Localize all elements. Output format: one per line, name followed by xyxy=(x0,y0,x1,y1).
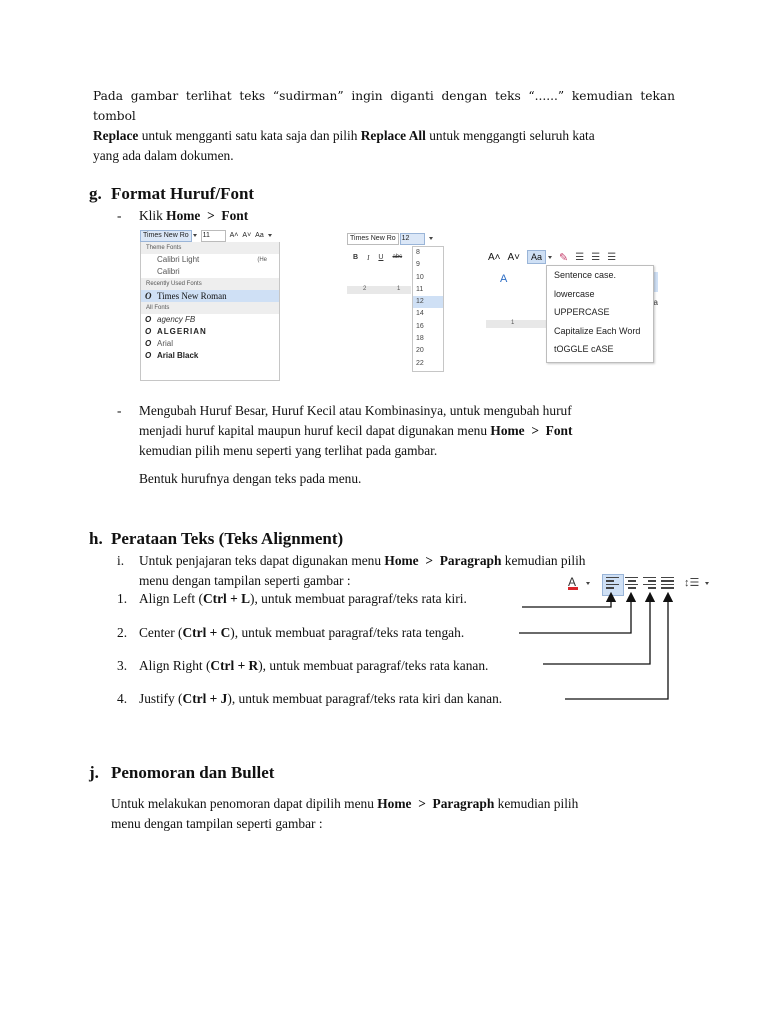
shortcut-key: Ctrl + L xyxy=(202,591,251,606)
side-letter: a xyxy=(653,298,658,307)
ruler-number: 2 xyxy=(363,286,367,292)
section-j-letter: j. xyxy=(89,763,99,782)
font-option-hint: (He xyxy=(257,257,267,263)
ruler-number: 1 xyxy=(397,286,401,292)
font-option-label: Calibri xyxy=(157,267,180,276)
arrow-justify xyxy=(565,597,668,699)
size-option[interactable]: 10 xyxy=(416,273,424,281)
item-pre: Align Left ( xyxy=(139,591,203,606)
font-size-box[interactable]: 11 xyxy=(201,230,226,242)
shrink-font-icon[interactable]: A˅ xyxy=(507,251,521,263)
clear-formatting-icon[interactable]: ✎ xyxy=(559,251,569,264)
bullets-icon[interactable]: ☰ xyxy=(575,251,585,263)
intro-line-3: yang ada dalam dokumen. xyxy=(93,148,234,163)
shortcut-key: Ctrl + R xyxy=(210,658,259,673)
item-post: ), untuk membuat paragraf/teks rata tengah. xyxy=(230,625,465,640)
bold-button[interactable]: B xyxy=(353,254,359,261)
item-post: ), untuk membuat paragraf/teks rata kiri dan kanan. xyxy=(227,691,503,706)
intro-h-line-b: menu dengan tampilan seperti gambar : xyxy=(139,573,351,588)
shortcut-key: Ctrl + C xyxy=(182,625,231,640)
size-option[interactable]: 22 xyxy=(416,359,424,367)
recent-fonts-header: Recently Used Fonts xyxy=(141,278,279,290)
size-option[interactable]: 20 xyxy=(416,347,424,355)
intro-h-text-end: kemudian pilih xyxy=(501,553,586,568)
item-number: 1. xyxy=(117,591,128,606)
size-option-selected[interactable]: 12 xyxy=(413,296,443,308)
sep-term: > xyxy=(207,208,215,223)
font-term: Font xyxy=(545,423,573,438)
italic-button[interactable]: I xyxy=(367,254,370,262)
sep-term: > xyxy=(418,796,426,811)
intro-h-text: Untuk penjajaran teks dapat digunakan menu xyxy=(139,553,385,568)
text-effects-icon[interactable]: A xyxy=(500,273,508,285)
font-size-box[interactable]: 12 xyxy=(400,233,425,245)
section-g-title: Format Huruf/Font xyxy=(111,184,255,203)
font-color-letter: A xyxy=(568,575,577,589)
arrow-align-left xyxy=(522,597,611,607)
font-name-box[interactable]: Times New Ro xyxy=(347,233,399,245)
opentype-icon: O xyxy=(145,327,153,336)
theme-fonts-header: Theme Fonts xyxy=(141,242,279,254)
sep-term: > xyxy=(531,423,539,438)
size-option[interactable]: 18 xyxy=(416,335,424,343)
home-term: Home xyxy=(166,208,201,223)
grow-font-icon[interactable]: A˄ xyxy=(488,251,501,263)
sep-term: > xyxy=(425,553,433,568)
ruler-number: 1 xyxy=(511,320,515,326)
intro-line-2-mid: untuk mengganti satu kata saja dan pilih xyxy=(138,128,361,143)
line-spacing-icon[interactable]: ↕☰ xyxy=(684,577,700,589)
j-text: Untuk melakukan penomoran dapat dipilih menu xyxy=(111,796,378,811)
size-option[interactable]: 14 xyxy=(416,310,424,318)
item-pre: Align Right ( xyxy=(139,658,211,673)
bullet-dash: - xyxy=(117,403,122,418)
shrink-font-icon[interactable]: A˅ xyxy=(242,232,252,239)
font-name-box[interactable]: Times New Ro xyxy=(140,230,192,242)
bullet-dash: - xyxy=(117,208,122,223)
font-option-label: Arial Black xyxy=(157,351,199,360)
home-term: Home xyxy=(490,423,525,438)
j-line-b: menu dengan tampilan seperti gambar : xyxy=(111,816,323,831)
font-option-label: Arial xyxy=(157,339,174,348)
replace-term: Replace xyxy=(93,128,139,143)
font-option-label: agency FB xyxy=(157,315,196,324)
case-option-toggle[interactable]: tOGGLE cASE xyxy=(554,344,614,355)
desc-line-c: kemudian pilih menu seperti yang terlihat pada gambar. xyxy=(139,443,438,458)
intro-number: i. xyxy=(117,553,125,568)
j-text-end: kemudian pilih xyxy=(494,796,579,811)
section-j-paragraph xyxy=(111,794,675,834)
case-option-capitalize[interactable]: Capitalize Each Word xyxy=(554,325,641,336)
item-number: 4. xyxy=(117,691,128,706)
font-option-label: Calibri Light xyxy=(157,255,200,264)
section-h-letter: h. xyxy=(89,529,103,548)
item-post: ), untuk membuat paragraf/teks rata kanan. xyxy=(258,658,489,673)
home-term: Home xyxy=(377,796,412,811)
opentype-icon: O xyxy=(145,351,152,360)
all-fonts-header: All Fonts xyxy=(141,302,279,314)
desc-line-a: Mengubah Huruf Besar, Huruf Kecil atau Kombinasinya, untuk mengubah huruf xyxy=(139,403,572,418)
strikethrough-button[interactable]: abc xyxy=(392,254,403,260)
replace-all-term: Replace All xyxy=(360,128,426,143)
numbering-icon[interactable]: ☰ xyxy=(591,251,601,263)
shortcut-key: Ctrl + J xyxy=(182,691,228,706)
item-post: ), untuk membuat paragraf/teks rata kiri. xyxy=(250,591,467,606)
font-term: Font xyxy=(221,208,249,223)
size-option[interactable]: 9 xyxy=(416,261,420,269)
item-number: 3. xyxy=(117,658,128,673)
section-g-letter: g. xyxy=(89,184,102,203)
opentype-icon: O xyxy=(145,339,152,348)
section-h-title: Perataan Teks (Teks Alignment) xyxy=(111,529,344,548)
opentype-icon: O xyxy=(145,291,152,301)
size-option[interactable]: 11 xyxy=(416,285,424,293)
opentype-icon: O xyxy=(145,315,152,324)
paragraph-term: Paragraph xyxy=(432,796,495,811)
case-option-lowercase[interactable]: lowercase xyxy=(554,288,595,299)
size-option[interactable]: 16 xyxy=(416,322,424,330)
section-j-heading xyxy=(89,763,275,783)
underline-button[interactable]: U xyxy=(378,254,384,261)
arrow-align-center xyxy=(519,597,631,633)
desc-line-d: Bentuk hurufnya dengan teks pada menu. xyxy=(139,471,362,486)
font-option-label: Times New Roman xyxy=(157,291,227,301)
item-number: 2. xyxy=(117,625,128,640)
case-option-uppercase[interactable]: UPPERCASE xyxy=(554,307,610,318)
klik-text: Klik xyxy=(139,208,167,223)
grow-font-icon[interactable]: A˄ xyxy=(229,232,239,239)
change-case-button[interactable]: Aa xyxy=(255,232,264,239)
size-option[interactable]: 8 xyxy=(416,249,420,256)
intro-line-1: Pada gambar terlihat teks “sudirman” ingin diganti dengan teks “......” kemudian tekan tombol xyxy=(93,89,675,123)
desc-b-text: menjadi huruf kapital maupun huruf kecil dapat digunakan menu xyxy=(139,423,491,438)
section-j-title: Penomoran dan Bullet xyxy=(111,763,275,782)
item-pre: Center ( xyxy=(139,625,183,640)
j-line-a xyxy=(111,794,675,814)
case-option-sentence[interactable]: Sentence case. xyxy=(554,270,617,280)
multilevel-list-icon[interactable]: ☰ xyxy=(607,251,617,263)
intro-line-2-end: untuk menggangti seluruh kata xyxy=(425,128,595,143)
font-option-label: ALGERIAN xyxy=(157,327,207,336)
paragraph-term: Paragraph xyxy=(439,553,502,568)
change-case-button[interactable]: Aa xyxy=(527,250,546,264)
home-term: Home xyxy=(384,553,419,568)
item-pre: Justify ( xyxy=(139,691,183,706)
